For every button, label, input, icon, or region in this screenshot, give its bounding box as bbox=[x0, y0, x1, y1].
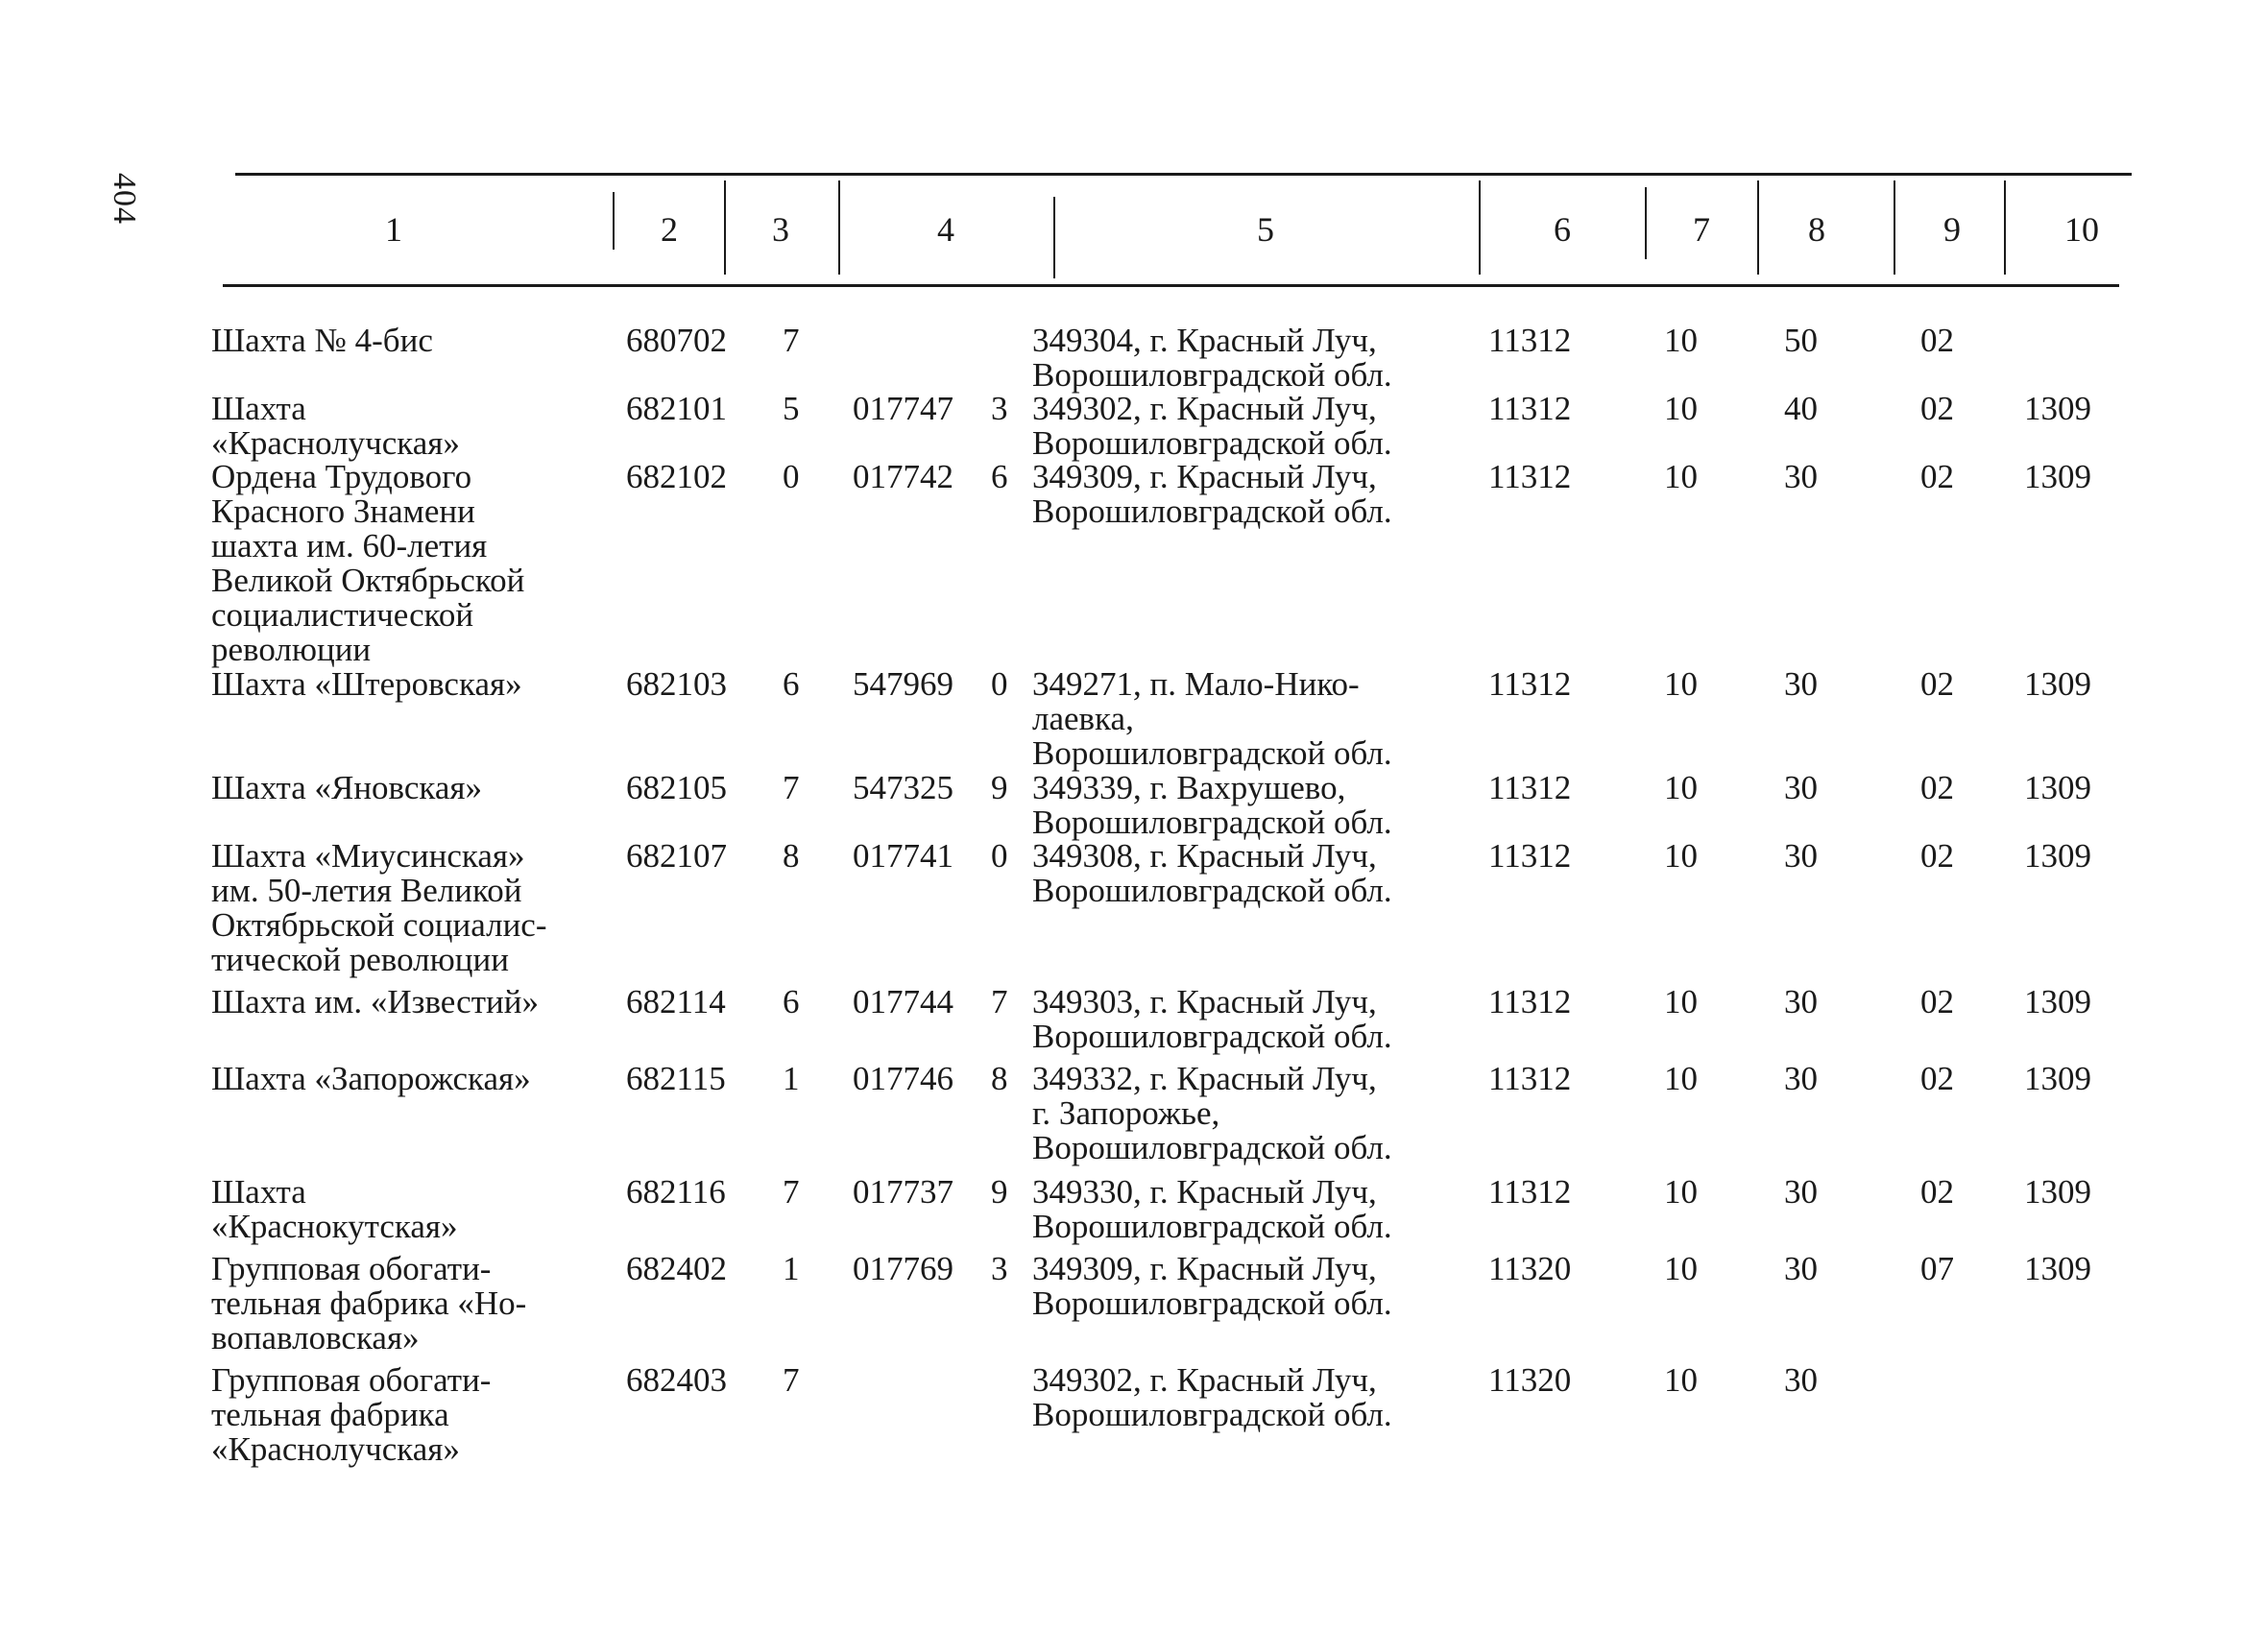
code-col-7: 10 bbox=[1664, 1173, 1698, 1211]
code-col-6: 11312 bbox=[1488, 1173, 1572, 1211]
address: 349304, г. Красный Луч, Ворошиловградской обл. bbox=[1032, 322, 1392, 394]
header-col-3: 3 bbox=[772, 210, 789, 249]
code-col-9: 02 bbox=[1920, 665, 1954, 703]
code-col-4-check: 9 bbox=[991, 1173, 1008, 1211]
code-col-3: 8 bbox=[783, 837, 800, 875]
page-number: 404 bbox=[107, 173, 142, 225]
code-col-7: 10 bbox=[1664, 390, 1698, 427]
address: 349339, г. Вахрушево, Ворошиловградской обл. bbox=[1032, 769, 1392, 841]
code-col-4: 017747 bbox=[853, 390, 953, 427]
code-col-8: 30 bbox=[1784, 1250, 1818, 1287]
code-col-2: 682115 bbox=[626, 1060, 726, 1097]
code-col-6: 11312 bbox=[1488, 983, 1572, 1020]
header-divider bbox=[1757, 180, 1759, 275]
code-col-4: 017737 bbox=[853, 1173, 953, 1211]
code-col-8: 30 bbox=[1784, 983, 1818, 1020]
code-col-6: 11312 bbox=[1488, 322, 1572, 359]
header-divider bbox=[1645, 187, 1647, 259]
code-col-2: 682107 bbox=[626, 837, 727, 875]
enterprise-name: Шахта «Штеровская» bbox=[211, 665, 522, 703]
code-col-4: 547325 bbox=[853, 769, 953, 806]
code-col-3: 7 bbox=[783, 769, 800, 806]
code-col-6: 11312 bbox=[1488, 769, 1572, 806]
code-col-2: 682105 bbox=[626, 769, 727, 806]
address: 349309, г. Красный Луч, Ворошиловградской обл. bbox=[1032, 1250, 1392, 1322]
enterprise-name: Шахта «Запорожская» bbox=[211, 1060, 531, 1097]
enterprise-name: Шахта № 4-бис bbox=[211, 322, 433, 359]
code-col-4: 017742 bbox=[853, 458, 953, 495]
code-col-4-check: 0 bbox=[991, 665, 1008, 703]
code-col-6: 11312 bbox=[1488, 390, 1572, 427]
address: 349308, г. Красный Луч, Ворошиловградской обл. bbox=[1032, 837, 1392, 909]
enterprise-name: Групповая обогати- тельная фабрика «Но- вопавловская» bbox=[211, 1250, 527, 1356]
code-col-8: 30 bbox=[1784, 1361, 1818, 1399]
enterprise-name: Групповая обогати- тельная фабрика «Краснолучская» bbox=[211, 1361, 492, 1468]
code-col-6: 11312 bbox=[1488, 837, 1572, 875]
code-col-9: 02 bbox=[1920, 390, 1954, 427]
enterprise-name: Шахта им. «Известий» bbox=[211, 983, 539, 1020]
enterprise-name: Шахта «Яновская» bbox=[211, 769, 483, 806]
header-divider bbox=[1479, 180, 1481, 275]
header-col-9: 9 bbox=[1943, 210, 1961, 249]
enterprise-name: Шахта «Краснокутская» bbox=[211, 1173, 458, 1245]
code-col-2: 682403 bbox=[626, 1361, 727, 1399]
code-col-2: 682102 bbox=[626, 458, 727, 495]
code-col-10: 1309 bbox=[2024, 665, 2091, 703]
address: 349309, г. Красный Луч, Ворошиловградской обл. bbox=[1032, 458, 1392, 530]
code-col-8: 50 bbox=[1784, 322, 1818, 359]
code-col-2: 682101 bbox=[626, 390, 727, 427]
code-col-6: 11320 bbox=[1488, 1361, 1572, 1399]
code-col-7: 10 bbox=[1664, 322, 1698, 359]
enterprise-name: Шахта «Миусинская» им. 50-летия Великой Октябрьской социалис- тической революции bbox=[211, 837, 547, 978]
code-col-8: 30 bbox=[1784, 837, 1818, 875]
code-col-7: 10 bbox=[1664, 1250, 1698, 1287]
code-col-2: 682116 bbox=[626, 1173, 726, 1211]
code-col-7: 10 bbox=[1664, 1361, 1698, 1399]
code-col-2: 682103 bbox=[626, 665, 727, 703]
code-col-4-check: 0 bbox=[991, 837, 1008, 875]
header-divider bbox=[1894, 180, 1895, 275]
code-col-8: 30 bbox=[1784, 1060, 1818, 1097]
code-col-6: 11320 bbox=[1488, 1250, 1572, 1287]
code-col-4-check: 8 bbox=[991, 1060, 1008, 1097]
code-col-7: 10 bbox=[1664, 837, 1698, 875]
header-divider bbox=[724, 180, 726, 275]
header-col-1: 1 bbox=[385, 210, 402, 249]
code-col-10: 1309 bbox=[2024, 390, 2091, 427]
address: 349330, г. Красный Луч, Ворошиловградской обл. bbox=[1032, 1173, 1392, 1245]
header-divider bbox=[2004, 180, 2006, 275]
code-col-9: 02 bbox=[1920, 983, 1954, 1020]
header-bottom-rule bbox=[223, 284, 2119, 287]
code-col-10: 1309 bbox=[2024, 983, 2091, 1020]
code-col-9: 02 bbox=[1920, 1060, 1954, 1097]
code-col-6: 11312 bbox=[1488, 1060, 1572, 1097]
header-divider bbox=[838, 180, 840, 275]
code-col-4-check: 3 bbox=[991, 1250, 1008, 1287]
code-col-3: 7 bbox=[783, 322, 800, 359]
address: 349332, г. Красный Луч, г. Запорожье, Ворошиловградской обл. bbox=[1032, 1060, 1392, 1166]
code-col-7: 10 bbox=[1664, 769, 1698, 806]
code-col-10: 1309 bbox=[2024, 1060, 2091, 1097]
code-col-4-check: 6 bbox=[991, 458, 1008, 495]
code-col-9: 02 bbox=[1920, 837, 1954, 875]
code-col-10: 1309 bbox=[2024, 1250, 2091, 1287]
address: 349302, г. Красный Луч, Ворошиловградской обл. bbox=[1032, 1361, 1392, 1433]
code-col-8: 40 bbox=[1784, 390, 1818, 427]
code-col-9: 02 bbox=[1920, 322, 1954, 359]
code-col-9: 02 bbox=[1920, 1173, 1954, 1211]
address: 349303, г. Красный Луч, Ворошиловградской обл. bbox=[1032, 983, 1392, 1055]
code-col-6: 11312 bbox=[1488, 458, 1572, 495]
code-col-2: 682114 bbox=[626, 983, 726, 1020]
code-col-10: 1309 bbox=[2024, 458, 2091, 495]
code-col-3: 7 bbox=[783, 1361, 800, 1399]
header-col-8: 8 bbox=[1808, 210, 1825, 249]
code-col-4: 017746 bbox=[853, 1060, 953, 1097]
code-col-7: 10 bbox=[1664, 983, 1698, 1020]
header-col-6: 6 bbox=[1554, 210, 1571, 249]
code-col-4: 017769 bbox=[853, 1250, 953, 1287]
header-col-2: 2 bbox=[661, 210, 678, 249]
address: 349271, п. Мало-Нико- лаевка, Ворошиловградской обл. bbox=[1032, 665, 1392, 772]
code-col-4-check: 3 bbox=[991, 390, 1008, 427]
header-divider bbox=[1053, 197, 1055, 278]
code-col-10: 1309 bbox=[2024, 837, 2091, 875]
code-col-7: 10 bbox=[1664, 665, 1698, 703]
code-col-7: 10 bbox=[1664, 1060, 1698, 1097]
code-col-8: 30 bbox=[1784, 665, 1818, 703]
code-col-4-check: 7 bbox=[991, 983, 1008, 1020]
code-col-8: 30 bbox=[1784, 1173, 1818, 1211]
code-col-3: 5 bbox=[783, 390, 800, 427]
header-col-4: 4 bbox=[937, 210, 954, 249]
code-col-6: 11312 bbox=[1488, 665, 1572, 703]
code-col-9: 02 bbox=[1920, 769, 1954, 806]
code-col-3: 1 bbox=[783, 1250, 800, 1287]
code-col-4: 017744 bbox=[853, 983, 953, 1020]
address: 349302, г. Красный Луч, Ворошиловградской обл. bbox=[1032, 390, 1392, 462]
code-col-8: 30 bbox=[1784, 458, 1818, 495]
code-col-4: 017741 bbox=[853, 837, 953, 875]
code-col-2: 682402 bbox=[626, 1250, 727, 1287]
code-col-2: 680702 bbox=[626, 322, 727, 359]
code-col-9: 02 bbox=[1920, 458, 1954, 495]
header-col-10: 10 bbox=[2064, 210, 2099, 249]
header-col-5: 5 bbox=[1257, 210, 1274, 249]
code-col-3: 7 bbox=[783, 1173, 800, 1211]
code-col-4: 547969 bbox=[853, 665, 953, 703]
code-col-3: 0 bbox=[783, 458, 800, 495]
code-col-7: 10 bbox=[1664, 458, 1698, 495]
code-col-4-check: 9 bbox=[991, 769, 1008, 806]
enterprise-name: Ордена Трудового Красного Знамени шахта им. 60-летия Великой Октябрьской социалистической революции bbox=[211, 458, 525, 668]
header-col-7: 7 bbox=[1693, 210, 1710, 249]
header-divider bbox=[613, 192, 615, 250]
enterprise-name: Шахта «Краснолучская» bbox=[211, 390, 460, 462]
code-col-3: 6 bbox=[783, 665, 800, 703]
code-col-3: 1 bbox=[783, 1060, 800, 1097]
code-col-3: 6 bbox=[783, 983, 800, 1020]
code-col-10: 1309 bbox=[2024, 1173, 2091, 1211]
code-col-10: 1309 bbox=[2024, 769, 2091, 806]
code-col-9: 07 bbox=[1920, 1250, 1954, 1287]
header-top-rule bbox=[235, 173, 2132, 176]
code-col-8: 30 bbox=[1784, 769, 1818, 806]
